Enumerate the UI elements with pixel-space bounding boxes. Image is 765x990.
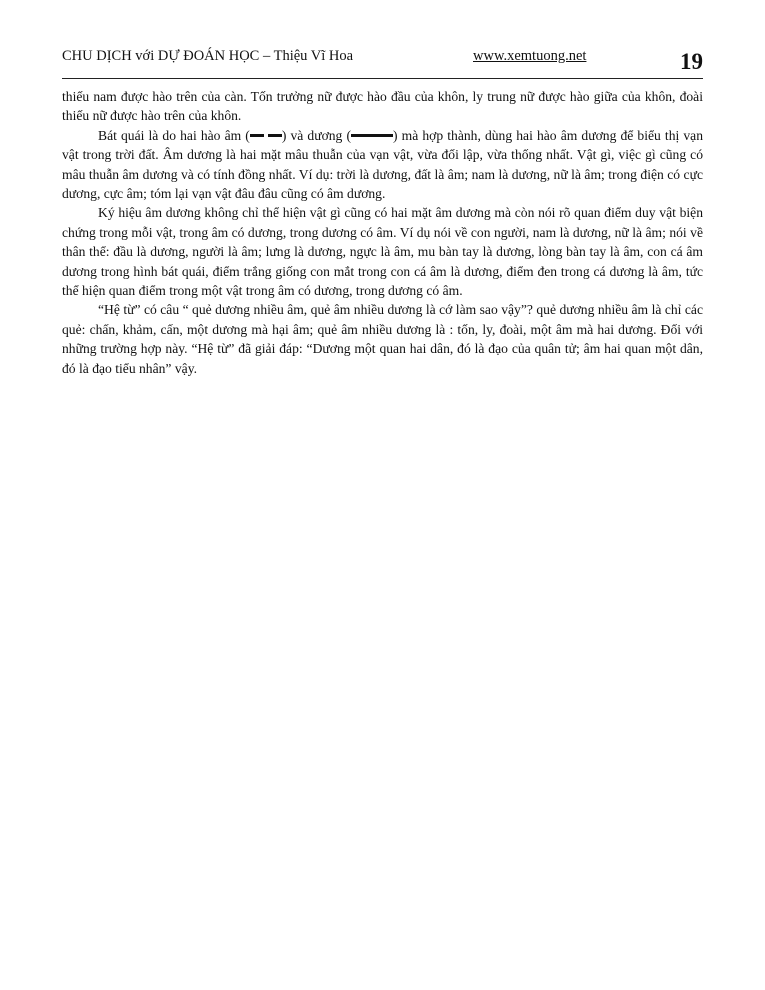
website-link[interactable]: www.xemtuong.net	[473, 48, 587, 64]
paragraph-2-end: ) mà hợp thành, dùng hai hào âm dương để biểu thị vạn vật trong trời đất. Âm dương là hai mặt mâu thuẫn của vạn vật, vừa đối lập, vừa thống nhất. Vật gì, việc gì cũng có mâu thuẫn âm dương và có tính đồng nhất. Ví dụ: trời là dương, đất là âm; nam là dương, nữ là âm; trong điện có cực dương, cực âm; tóm lại vạn vật đâu đâu cũng có âm dương.	[62, 127, 704, 202]
yin-line-icon	[250, 134, 282, 137]
page-number: 19	[680, 49, 703, 74]
paragraph-1: thiếu nam được hào trên của càn. Tốn trưởng nữ được hào đầu của khôn, ly trung nữ được hào giữa của khôn, đoài thiếu nữ được hào trên của khôn.	[62, 89, 703, 124]
page-header	[62, 44, 703, 79]
paragraph-4: “Hệ từ” có câu “ quẻ dương nhiều âm, quẻ âm nhiều dương là cớ làm sao vậy”? quẻ dương nhiều âm là chỉ các quẻ: chấn, khảm, cấn, một dương mà hại âm; quẻ âm nhiều dương là : tốn, ly, đoài, một âm mà hai dương. Đối với những trường hợp này. “Hệ từ” đã giải đáp: “Dương một quan hai dân, đó là đạo của quân tử; âm hai quan một dân, đó là đạo tiểu nhân” vậy.	[62, 302, 703, 376]
document-page	[62, 44, 703, 378]
paragraph-3: Ký hiệu âm dương không chỉ thể hiện vật gì cũng có hai mặt âm dương mà còn nói rõ quan điểm duy vật biện chứng trong mỗi vật, trong âm có dương, trong dương có âm. Ví dụ nói về con người, nam là dương, nữ là âm; nói về thân thể: đầu là dương, người là âm; lưng là dương, ngực là âm, mu bàn tay là dương, lòng bàn tay là âm, con cá âm dương trong hình bát quái, điểm trắng giống con mắt trong con cá âm là dương, điểm đen trong cá dương là âm, tức thể hiện quan điểm trong một vật trong âm có dương, trong dương có âm.	[62, 205, 703, 299]
paragraph-2	[62, 126, 703, 204]
yang-line-icon	[351, 134, 393, 137]
paragraph-2-start: Bát quái là do hai hào âm (	[98, 127, 250, 143]
paragraph-2-mid: ) và dương (	[281, 127, 351, 143]
book-title: CHU DỊCH với DỰ ĐOÁN HỌC – Thiệu Vĩ Hoa	[62, 48, 354, 64]
body-text	[62, 87, 703, 378]
